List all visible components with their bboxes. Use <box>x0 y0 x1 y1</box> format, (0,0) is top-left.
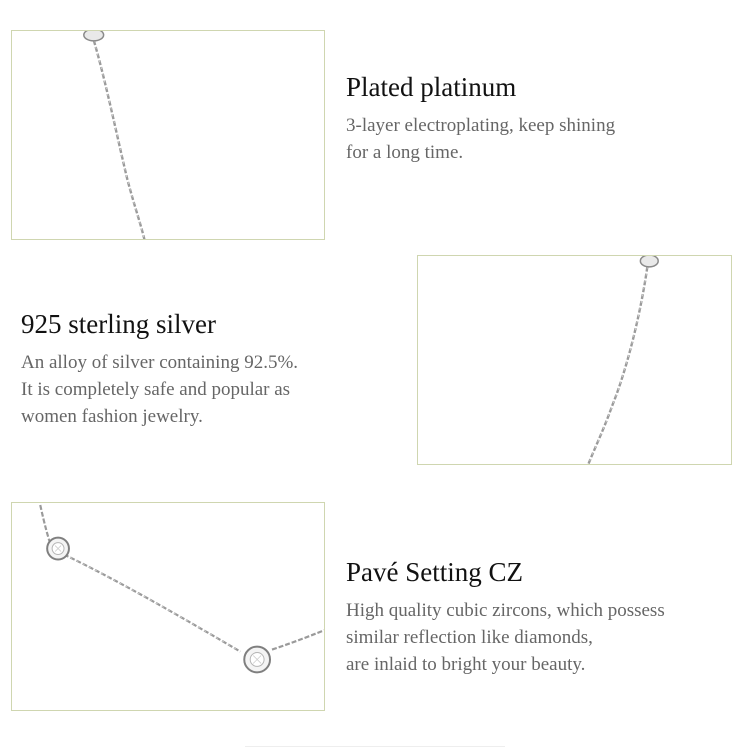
description-line: for a long time. <box>346 142 464 163</box>
feature-description <box>21 349 298 430</box>
cz-stone <box>244 647 270 673</box>
feature-title: Pavé Setting CZ <box>346 557 523 587</box>
feature-pave-setting-cz <box>346 557 665 678</box>
chain-with-stones-image <box>12 503 324 710</box>
chain-image <box>12 31 324 239</box>
feature-sterling-silver <box>21 309 298 430</box>
description-line: It is completely safe and popular as <box>21 379 291 400</box>
feature-description <box>346 112 615 166</box>
cz-stone <box>47 538 69 560</box>
description-line: similar reflection like diamonds, <box>346 627 593 648</box>
description-line: are inlaid to bright your beauty. <box>346 654 586 675</box>
bottom-divider <box>245 746 505 747</box>
description-line: An alloy of silver containing 92.5%. <box>21 352 299 373</box>
product-image-frame-cz <box>11 502 325 711</box>
feature-description <box>346 597 665 678</box>
description-line: High quality cubic zircons, which possess <box>346 600 665 621</box>
feature-title: Plated platinum <box>346 72 517 102</box>
product-image-frame-plated <box>11 30 325 240</box>
description-line: women fashion jewelry. <box>21 406 203 427</box>
description-line: 3-layer electroplating, keep shining <box>346 115 616 136</box>
product-image-frame-silver <box>417 255 732 465</box>
feature-plated-platinum <box>346 72 615 166</box>
feature-title: 925 sterling silver <box>21 309 216 339</box>
chain-image <box>418 256 731 464</box>
